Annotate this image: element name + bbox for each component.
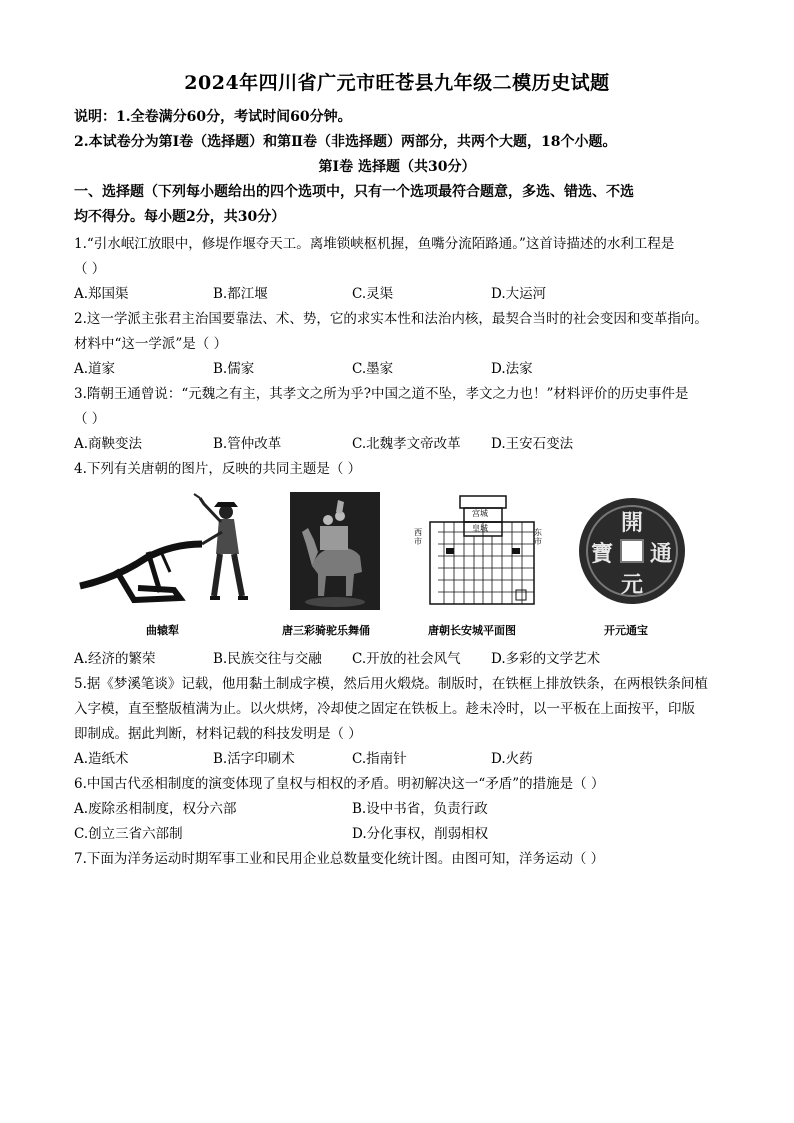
caption-curved-plow: 曲辕犁 xyxy=(146,624,179,637)
coin-char-bottom: 元 xyxy=(621,572,644,598)
note-1: 说明：1.全卷满分60分，考试时间60分钟。 xyxy=(74,109,352,125)
q3-option-d: D.王安石变法 xyxy=(491,436,574,452)
q1-option-b: B.都江堰 xyxy=(213,286,268,302)
q6-option-b: B.设中书省，负责行政 xyxy=(352,801,488,817)
map-label-palace: 宫城 xyxy=(472,509,488,518)
q4-option-b: B.民族交往与交融 xyxy=(213,651,322,667)
q1-option-d: D.大运河 xyxy=(491,286,547,302)
q5-text-3: 即制成。据此判断，材料记载的科技发明是（ ） xyxy=(74,726,362,742)
q6-option-d: D.分化事权，削弱相权 xyxy=(352,826,489,842)
map-label-west-market: 西市 xyxy=(414,528,422,546)
q2-option-d: D.法家 xyxy=(491,361,533,377)
q5-text-2: 入字模，直至整版植满为止。以火烘烤，冷却使之固定在铁板上。趁未冷时，以一平板在上面按平，印版 xyxy=(74,701,695,717)
caption-kaiyuan-coin: 开元通宝 xyxy=(604,624,648,637)
q3-option-c: C.北魏孝文帝改革 xyxy=(352,436,461,452)
q1-option-a: A.郑国渠 xyxy=(74,286,129,302)
note-2: 2.本试卷分为第Ⅰ卷（选择题）和第Ⅱ卷（非选择题）两部分，共两个大题，18个小题。 xyxy=(74,134,617,150)
changan-map-image xyxy=(414,492,544,610)
q3-option-a: A.商鞅变法 xyxy=(74,436,143,452)
map-label-east-market: 东市 xyxy=(534,528,542,546)
q1-option-c: C.灵渠 xyxy=(352,286,394,302)
q2-option-b: B.儒家 xyxy=(213,361,255,377)
coin-char-left: 寶 xyxy=(591,541,614,567)
q7-text-1: 7.下面为洋务运动时期军事工业和民用企业总数量变化统计图。由图可知，洋务运动（ ） xyxy=(74,851,605,867)
q3-text-1: 3.隋朝王通曾说：“元魏之有主，其孝文之所为乎?中国之道不坠，孝文之力也！”材料评价的历史事件是 xyxy=(74,386,689,402)
q5-option-b: B.活字印刷术 xyxy=(213,751,295,767)
q5-option-d: D.火药 xyxy=(491,751,533,767)
q3-option-b: B.管仲改革 xyxy=(213,436,282,452)
q4-option-d: D.多彩的文学艺术 xyxy=(491,651,601,667)
q4-option-a: A.经济的繁荣 xyxy=(74,651,156,667)
q5-text-1: 5.据《梦溪笔谈》记载，他用黏土制成字模，然后用火煅烧。制版时，在铁框上排放铁条，在两根铁条间植 xyxy=(74,676,708,692)
caption-changan-map: 唐朝长安城平面图 xyxy=(428,624,516,637)
q2-text-1: 2.这一学派主张君主治国要靠法、术、势，它的求实本性和法治内核，最契合当时的社会变因和变革指向。 xyxy=(74,311,708,327)
q4-option-c: C.开放的社会风气 xyxy=(352,651,461,667)
q4-text-1: 4.下列有关唐朝的图片，反映的共同主题是（ ） xyxy=(74,461,362,477)
kaiyuan-coin-image xyxy=(575,492,689,610)
coin-char-top: 開 xyxy=(621,510,644,536)
curved-plow-image xyxy=(76,492,256,610)
q5-option-a: A.造纸术 xyxy=(74,751,129,767)
q6-option-a: A.废除丞相制度，权分六部 xyxy=(74,801,237,817)
part-heading-1: 一、选择题（下列每小题给出的四个选项中，只有一个选项最符合题意，多选、错选、不选 xyxy=(74,184,634,200)
q2-text-2: 材料中“这一学派”是（ ） xyxy=(74,336,228,352)
q2-option-a: A.道家 xyxy=(74,361,116,377)
map-label-imperial: 皇城 xyxy=(472,524,488,533)
q6-text-1: 6.中国古代丞相制度的演变体现了皇权与相权的矛盾。明初解决这一“矛盾”的措施是（ ） xyxy=(74,776,605,792)
section-title: 第Ⅰ卷 选择题（共30分） xyxy=(318,159,476,175)
camel-figurine-image xyxy=(290,492,380,610)
q5-option-c: C.指南针 xyxy=(352,751,407,767)
page-title: 2024年四川省广元市旺苍县九年级二模历史试题 xyxy=(184,72,610,94)
caption-camel-figurine: 唐三彩骑驼乐舞俑 xyxy=(282,624,370,637)
q2-option-c: C.墨家 xyxy=(352,361,394,377)
q3-text-2: （ ） xyxy=(74,411,106,427)
q1-text-1: 1.“引水岷江放眼中，修堤作堰夺天工。离堆锁峡枢机握，鱼嘴分流陌路通。”这首诗描述的水利工程是 xyxy=(74,236,675,252)
coin-char-right: 通 xyxy=(650,541,673,567)
part-heading-2: 均不得分。每小题2分，共30分） xyxy=(74,209,286,225)
q6-option-c: C.创立三省六部制 xyxy=(74,826,183,842)
q1-text-2: （ ） xyxy=(74,261,106,277)
